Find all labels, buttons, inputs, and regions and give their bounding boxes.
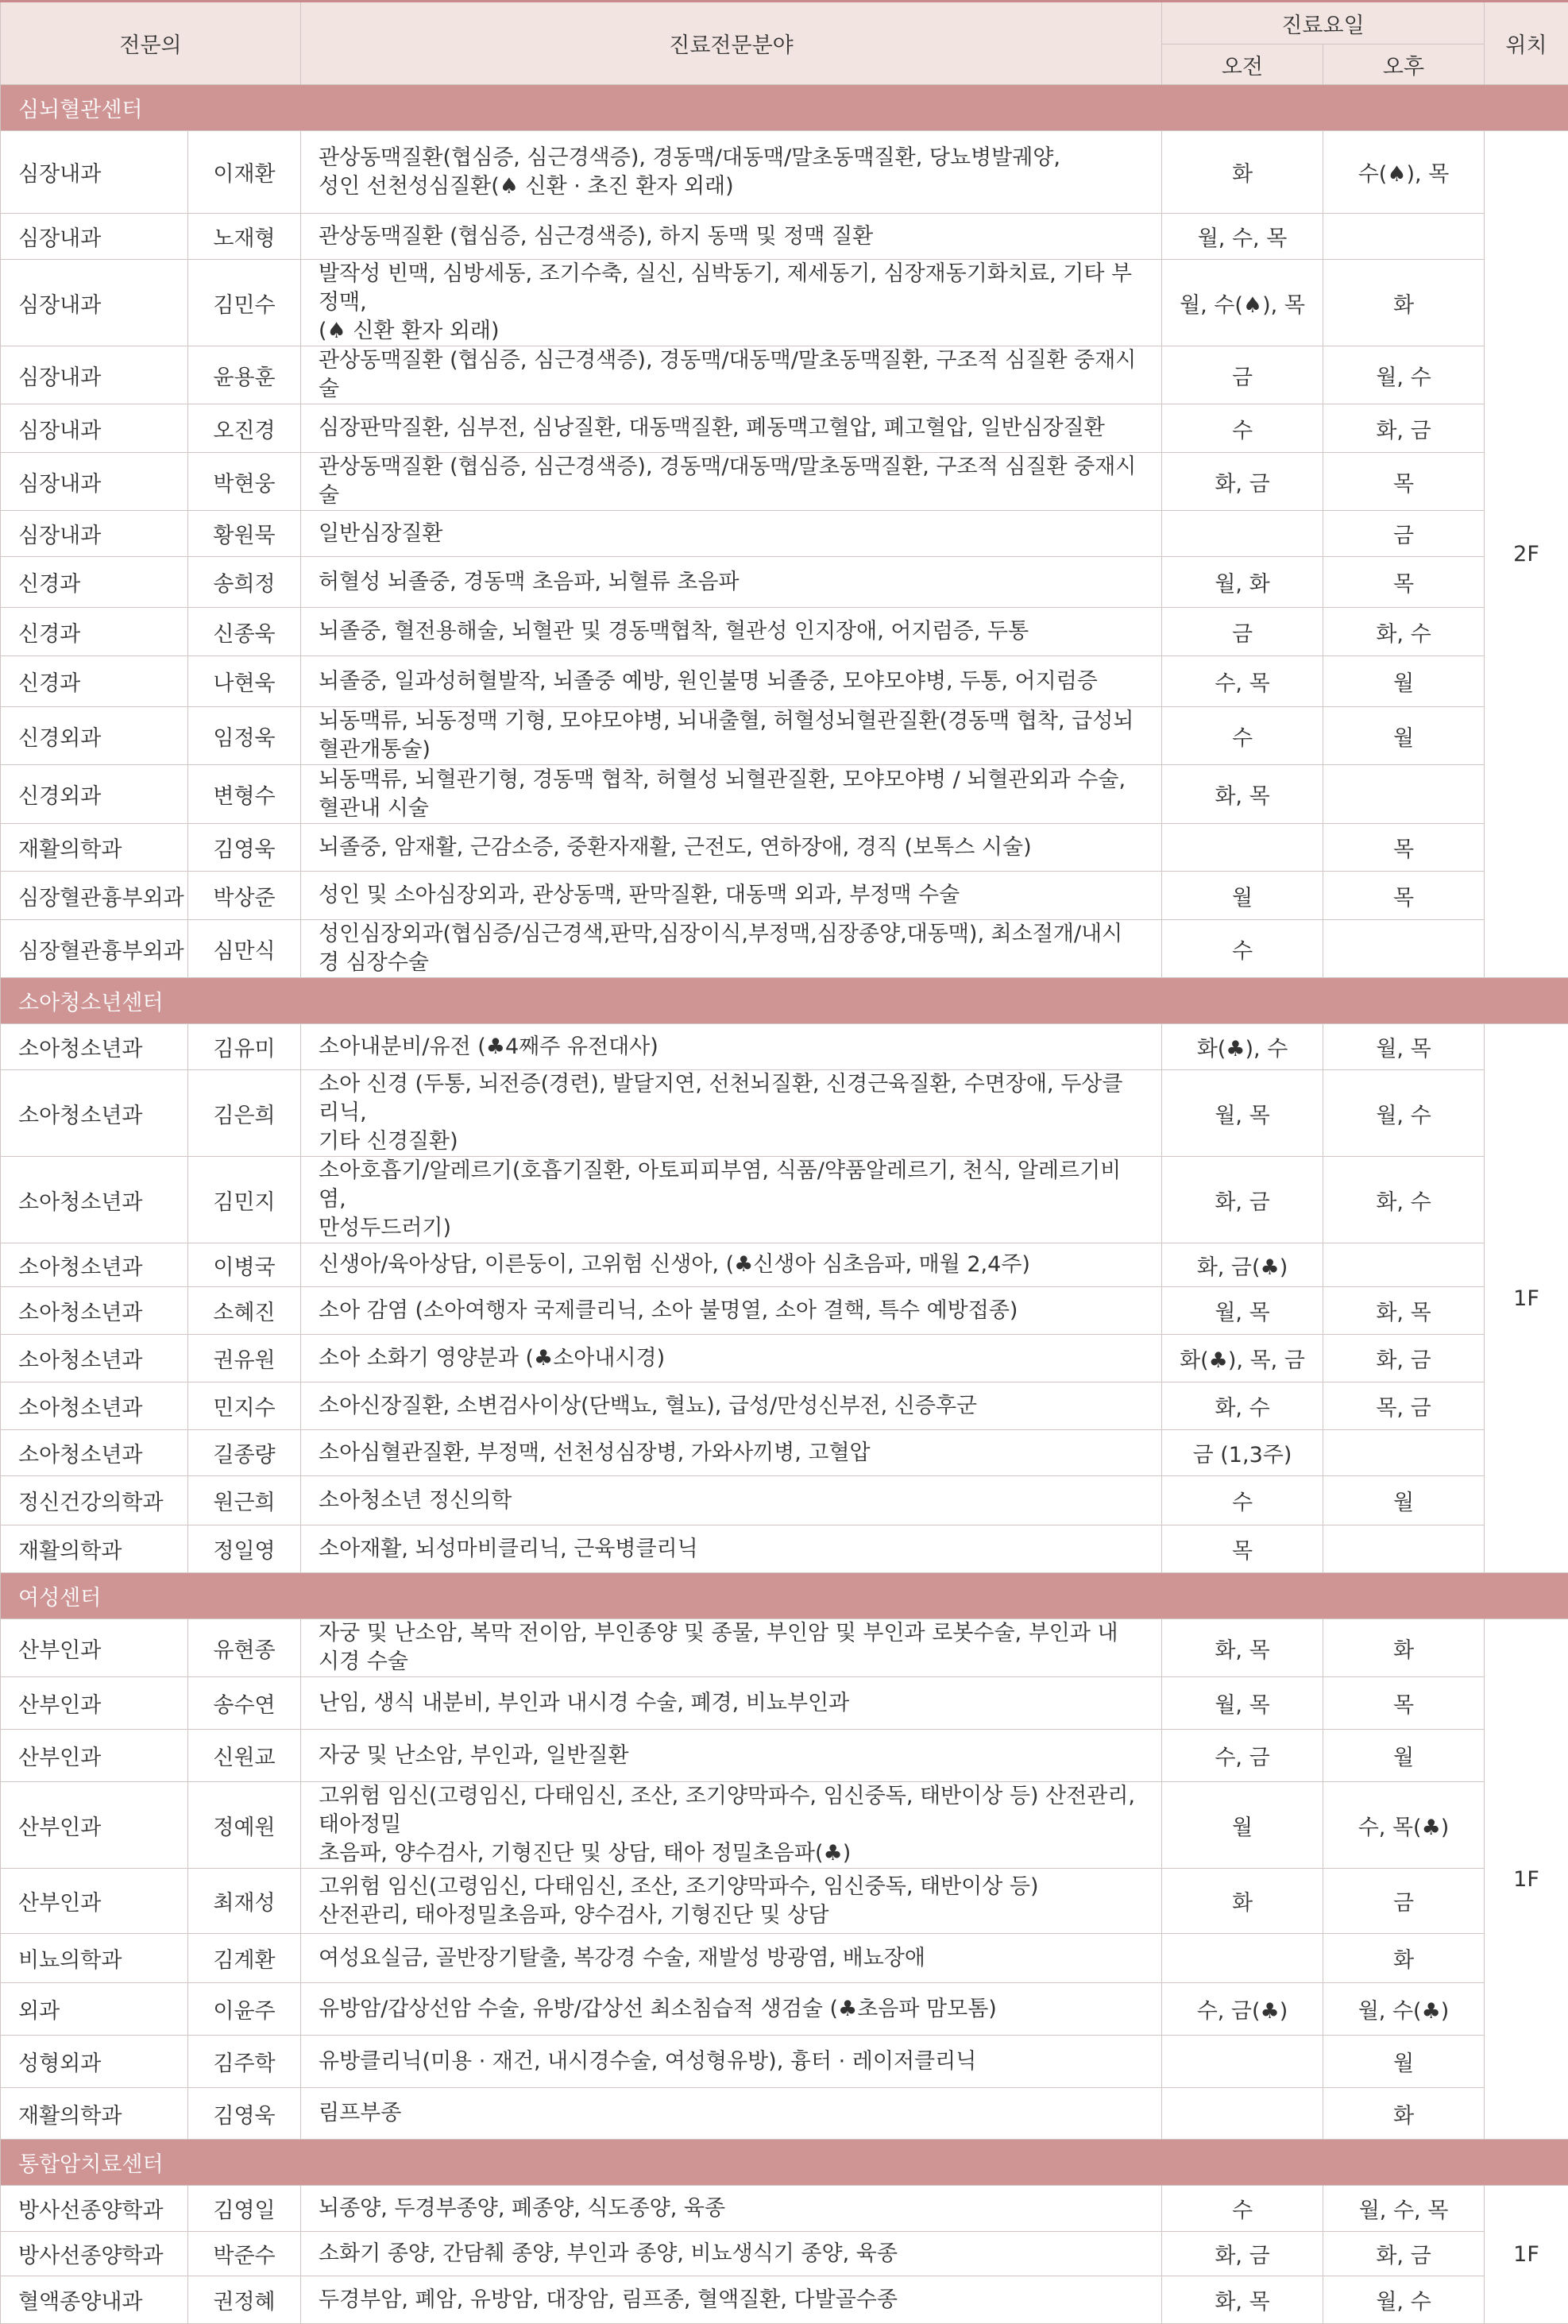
department-cell: 재활의학과 <box>1 824 188 872</box>
table-row <box>1 765 1568 824</box>
doctor-name-cell: 김영욱 <box>188 824 301 872</box>
table-row <box>1 1934 1568 1983</box>
specialty-line: 소아재활, 뇌성마비클리닉, 근육병클리닉 <box>319 1535 1137 1564</box>
department-cell: 재활의학과 <box>1 1525 188 1573</box>
schedule-body <box>1 85 1568 2324</box>
doctor-name-cell: 정예원 <box>188 1782 301 1869</box>
specialty-line: 심장판막질환, 심부전, 심낭질환, 대동맥질환, 폐동맥고혈압, 폐고혈압, 일반심장질환 <box>319 414 1137 443</box>
afternoon-days-cell: 월, 목 <box>1323 1024 1485 1070</box>
section-header-row <box>1 2140 1568 2186</box>
doctor-name-cell: 나현욱 <box>188 656 301 707</box>
specialty-line: 뇌동맥류, 뇌혈관기형, 경동맥 협착, 허혈성 뇌혈관질환, 모야모야병 / 뇌혈관외과 수술, 혈관내 시술 <box>319 766 1137 823</box>
specialty-cell <box>301 1677 1162 1730</box>
specialty-line: 뇌종양, 두경부종양, 폐종양, 식도종양, 육종 <box>319 2194 1137 2223</box>
specialty-cell <box>301 453 1162 511</box>
morning-days-cell <box>1162 2036 1323 2088</box>
specialty-line: 소아호흡기/알레르기(호흡기질환, 아토피피부염, 식품/약품알레르기, 천식, 알레르기비염, <box>319 1157 1137 1214</box>
department-cell: 소아청소년과 <box>1 1430 188 1476</box>
table-row <box>1 1782 1568 1869</box>
doctor-name-cell: 윤용훈 <box>188 346 301 404</box>
morning-days-cell: 금 <box>1162 346 1323 404</box>
doctor-name-cell: 권유원 <box>188 1335 301 1382</box>
specialty-cell <box>301 260 1162 346</box>
table-row <box>1 608 1568 656</box>
doctor-name-cell: 정일영 <box>188 1525 301 1573</box>
department-cell: 신경외과 <box>1 765 188 824</box>
header-days: 진료요일 <box>1162 2 1485 44</box>
afternoon-days-cell: 월, 수 <box>1323 2276 1485 2324</box>
doctor-name-cell: 김주학 <box>188 2036 301 2088</box>
table-row <box>1 1983 1568 2036</box>
doctor-name-cell: 오진경 <box>188 404 301 453</box>
specialty-cell <box>301 131 1162 214</box>
morning-days-cell: 월 <box>1162 872 1323 920</box>
department-cell: 산부인과 <box>1 1869 188 1934</box>
specialty-line: 고위험 임신(고령임신, 다태임신, 조산, 조기양막파수, 임신중독, 태반이상 등) <box>319 1873 1137 1901</box>
section-header-row <box>1 1573 1568 1619</box>
afternoon-days-cell <box>1323 1243 1485 1287</box>
morning-days-cell: 화, 금 <box>1162 453 1323 511</box>
afternoon-days-cell: 화, 금 <box>1323 1335 1485 1382</box>
specialty-line: 여성요실금, 골반장기탈출, 복강경 수술, 재발성 방광염, 배뇨장애 <box>319 1944 1137 1973</box>
department-cell: 심장내과 <box>1 131 188 214</box>
table-row <box>1 214 1568 260</box>
specialty-line: 소아신장질환, 소변검사이상(단백뇨, 혈뇨), 급성/만성신부전, 신증후군 <box>319 1392 1137 1421</box>
department-cell: 산부인과 <box>1 1677 188 1730</box>
doctor-name-cell: 소혜진 <box>188 1287 301 1335</box>
specialty-cell <box>301 1983 1162 2036</box>
doctor-name-cell: 권정혜 <box>188 2276 301 2324</box>
table-row <box>1 1476 1568 1525</box>
specialty-line: 관상동맥질환 (협심증, 심근경색증), 경동맥/대동맥/말초동맥질환, 구조적 심질환 중재시술 <box>319 453 1137 510</box>
specialty-cell <box>301 557 1162 608</box>
afternoon-days-cell: 화, 금 <box>1323 404 1485 453</box>
location-cell: 2F <box>1485 131 1568 978</box>
morning-days-cell: 월, 목 <box>1162 1070 1323 1157</box>
specialty-line: 산전관리, 태아정밀초음파, 양수검사, 기형진단 및 상담 <box>319 1901 1137 1930</box>
specialty-line: 일반심장질환 <box>319 520 1137 548</box>
specialty-cell <box>301 1070 1162 1157</box>
morning-days-cell: 수 <box>1162 707 1323 765</box>
table-row <box>1 1335 1568 1382</box>
specialty-line: 신생아/육아상담, 이른둥이, 고위험 신생아, (♣신생아 심초음파, 매월 2,4주) <box>319 1251 1137 1279</box>
section-title: 통합암치료센터 <box>1 2140 1568 2186</box>
afternoon-days-cell: 화 <box>1323 1619 1485 1677</box>
afternoon-days-cell: 화, 목 <box>1323 1287 1485 1335</box>
morning-days-cell: 화, 목 <box>1162 765 1323 824</box>
table-row <box>1 346 1568 404</box>
morning-days-cell: 금 (1,3주) <box>1162 1430 1323 1476</box>
department-cell: 신경과 <box>1 557 188 608</box>
header-specialist: 전문의 <box>1 2 301 85</box>
section-title: 여성센터 <box>1 1573 1568 1619</box>
specialty-line: 뇌졸중, 혈전용해술, 뇌혈관 및 경동맥협착, 혈관성 인지장애, 어지럼증, 두통 <box>319 617 1137 646</box>
department-cell: 심장내과 <box>1 214 188 260</box>
afternoon-days-cell: 월, 수(♣) <box>1323 1983 1485 2036</box>
department-cell: 외과 <box>1 1983 188 2036</box>
specialty-line: 성인심장외과(협심증/심근경색,판막,심장이식,부정맥,심장종양,대동맥), 최소절개/내시경 심장수술 <box>319 920 1137 977</box>
morning-days-cell: 월 <box>1162 1782 1323 1869</box>
table-row <box>1 1430 1568 1476</box>
afternoon-days-cell: 목 <box>1323 824 1485 872</box>
morning-days-cell: 화, 금 <box>1162 2232 1323 2276</box>
specialty-cell <box>301 346 1162 404</box>
doctor-name-cell: 박현웅 <box>188 453 301 511</box>
afternoon-days-cell: 목 <box>1323 557 1485 608</box>
doctor-name-cell: 송희정 <box>188 557 301 608</box>
afternoon-days-cell: 금 <box>1323 1869 1485 1934</box>
doctor-name-cell: 노재형 <box>188 214 301 260</box>
table-row <box>1 707 1568 765</box>
table-row <box>1 557 1568 608</box>
section-title: 심뇌혈관센터 <box>1 85 1568 131</box>
specialty-cell <box>301 872 1162 920</box>
specialty-cell <box>301 1730 1162 1782</box>
specialty-line: 자궁 및 난소암, 복막 전이암, 부인종양 및 종물, 부인암 및 부인과 로봇수술, 부인과 내시경 수술 <box>319 1619 1137 1676</box>
department-cell: 심장내과 <box>1 511 188 557</box>
table-row <box>1 404 1568 453</box>
specialty-line: 난임, 생식 내분비, 부인과 내시경 수술, 폐경, 비뇨부인과 <box>319 1689 1137 1718</box>
table-row <box>1 453 1568 511</box>
table-row <box>1 1525 1568 1573</box>
specialty-line: 소아 소화기 영양분과 (♣소아내시경) <box>319 1344 1137 1373</box>
specialty-line: 관상동맥질환(협심증, 심근경색증), 경동맥/대동맥/말초동맥질환, 당뇨병발궤양, <box>319 144 1137 172</box>
table-row <box>1 1730 1568 1782</box>
morning-days-cell: 월, 목 <box>1162 1677 1323 1730</box>
specialty-line: 만성두드러기) <box>319 1214 1137 1243</box>
department-cell: 심장내과 <box>1 346 188 404</box>
department-cell: 소아청소년과 <box>1 1157 188 1243</box>
afternoon-days-cell: 수, 목(♣) <box>1323 1782 1485 1869</box>
table-row <box>1 1677 1568 1730</box>
specialty-cell <box>301 2036 1162 2088</box>
section-header-row <box>1 85 1568 131</box>
doctor-name-cell: 원근희 <box>188 1476 301 1525</box>
afternoon-days-cell: 화 <box>1323 1934 1485 1983</box>
specialty-cell <box>301 920 1162 978</box>
morning-days-cell <box>1162 824 1323 872</box>
doctor-name-cell: 박상준 <box>188 872 301 920</box>
afternoon-days-cell: 월, 수 <box>1323 1070 1485 1157</box>
department-cell: 심장혈관흉부외과 <box>1 872 188 920</box>
department-cell: 산부인과 <box>1 1782 188 1869</box>
morning-days-cell <box>1162 2088 1323 2140</box>
table-row <box>1 2232 1568 2276</box>
doctor-name-cell: 길종량 <box>188 1430 301 1476</box>
doctor-name-cell: 신원교 <box>188 1730 301 1782</box>
department-cell: 심장내과 <box>1 404 188 453</box>
doctor-name-cell: 박준수 <box>188 2232 301 2276</box>
morning-days-cell: 화, 금 <box>1162 1157 1323 1243</box>
specialty-line: 뇌동맥류, 뇌동정맥 기형, 모야모야병, 뇌내출혈, 허혈성뇌혈관질환(경동맥 협착, 급성뇌혈관개통술) <box>319 707 1137 764</box>
afternoon-days-cell: 화, 수 <box>1323 608 1485 656</box>
specialty-line: 발작성 빈맥, 심방세동, 조기수축, 실신, 심박동기, 제세동기, 심장재동기화치료, 기타 부정맥, <box>319 260 1137 317</box>
specialty-line: 초음파, 양수검사, 기형진단 및 상담, 태아 정밀초음파(♣) <box>319 1839 1137 1868</box>
table-row <box>1 1024 1568 1070</box>
morning-days-cell: 화, 목 <box>1162 2276 1323 2324</box>
morning-days-cell: 화(♣), 목, 금 <box>1162 1335 1323 1382</box>
specialty-line: 허혈성 뇌졸중, 경동맥 초음파, 뇌혈류 초음파 <box>319 568 1137 597</box>
doctor-name-cell: 최재성 <box>188 1869 301 1934</box>
doctor-name-cell: 김은희 <box>188 1070 301 1157</box>
specialty-line: 성인 선천성심질환(♠ 신환 · 초진 환자 외래) <box>319 172 1137 201</box>
department-cell: 방사선종양학과 <box>1 2186 188 2232</box>
specialty-line: 소아청소년 정신의학 <box>319 1487 1137 1515</box>
specialty-line: 소아 신경 (두통, 뇌전증(경련), 발달지연, 선천뇌질환, 신경근육질환, 수면장애, 두상클리닉, <box>319 1070 1137 1127</box>
section-title: 소아청소년센터 <box>1 978 1568 1024</box>
specialty-line: 관상동맥질환 (협심증, 심근경색증), 하지 동맥 및 정맥 질환 <box>319 222 1137 251</box>
morning-days-cell: 수 <box>1162 1476 1323 1525</box>
specialty-line: 소아 감염 (소아여행자 국제클리닉, 소아 불명열, 소아 결핵, 특수 예방접종) <box>319 1297 1137 1325</box>
specialty-cell <box>301 2232 1162 2276</box>
afternoon-days-cell: 화 <box>1323 260 1485 346</box>
department-cell: 심장내과 <box>1 453 188 511</box>
morning-days-cell: 수 <box>1162 404 1323 453</box>
doctor-name-cell: 김영욱 <box>188 2088 301 2140</box>
department-cell: 재활의학과 <box>1 2088 188 2140</box>
morning-days-cell: 화 <box>1162 131 1323 214</box>
afternoon-days-cell: 금 <box>1323 511 1485 557</box>
department-cell: 신경과 <box>1 656 188 707</box>
morning-days-cell: 목 <box>1162 1525 1323 1573</box>
specialty-cell <box>301 1287 1162 1335</box>
table-row <box>1 872 1568 920</box>
specialty-line: 뇌졸중, 암재활, 근감소증, 중환자재활, 근전도, 연하장애, 경직 (보톡스 시술) <box>319 833 1137 862</box>
afternoon-days-cell: 화, 수 <box>1323 1157 1485 1243</box>
specialty-cell <box>301 2186 1162 2232</box>
specialty-cell <box>301 1243 1162 1287</box>
specialty-cell <box>301 1869 1162 1934</box>
table-row <box>1 1070 1568 1157</box>
specialty-cell <box>301 608 1162 656</box>
department-cell: 소아청소년과 <box>1 1382 188 1430</box>
afternoon-days-cell <box>1323 765 1485 824</box>
location-cell: 1F <box>1485 2186 1568 2324</box>
morning-days-cell: 월, 수, 목 <box>1162 214 1323 260</box>
specialty-cell <box>301 1525 1162 1573</box>
header-am: 오전 <box>1162 44 1323 85</box>
department-cell: 소아청소년과 <box>1 1070 188 1157</box>
table-row <box>1 1619 1568 1677</box>
header-field: 진료전문분야 <box>301 2 1162 85</box>
specialty-line: 소화기 종양, 간담췌 종양, 부인과 종양, 비뇨생식기 종양, 육종 <box>319 2240 1137 2268</box>
morning-days-cell: 수 <box>1162 920 1323 978</box>
morning-days-cell: 화 <box>1162 1869 1323 1934</box>
doctor-name-cell: 변형수 <box>188 765 301 824</box>
specialty-line: 유방암/갑상선암 수술, 유방/갑상선 최소침습적 생검술 (♣초음파 맘모톰) <box>319 1995 1137 2024</box>
specialty-cell <box>301 404 1162 453</box>
doctor-name-cell: 이병국 <box>188 1243 301 1287</box>
doctor-name-cell: 이윤주 <box>188 1983 301 2036</box>
specialty-line: 뇌졸중, 일과성허혈발작, 뇌졸중 예방, 원인불명 뇌졸중, 모야모야병, 두통, 어지럼증 <box>319 667 1137 696</box>
doctor-name-cell: 임정욱 <box>188 707 301 765</box>
morning-days-cell: 화, 목 <box>1162 1619 1323 1677</box>
specialty-line: (♠ 신환 환자 외래) <box>319 317 1137 346</box>
morning-days-cell: 화, 금(♣) <box>1162 1243 1323 1287</box>
afternoon-days-cell: 화 <box>1323 2088 1485 2140</box>
doctor-name-cell: 김유미 <box>188 1024 301 1070</box>
specialty-line: 고위험 임신(고령임신, 다태임신, 조산, 조기양막파수, 임신중독, 태반이상 등) 산전관리, 태아정밀 <box>319 1782 1137 1839</box>
specialty-cell <box>301 1157 1162 1243</box>
department-cell: 성형외과 <box>1 2036 188 2088</box>
specialty-cell <box>301 1782 1162 1869</box>
afternoon-days-cell: 월 <box>1323 2036 1485 2088</box>
doctor-name-cell: 민지수 <box>188 1382 301 1430</box>
specialty-cell <box>301 1430 1162 1476</box>
morning-days-cell: 화(♣), 수 <box>1162 1024 1323 1070</box>
morning-days-cell: 월, 수(♠), 목 <box>1162 260 1323 346</box>
afternoon-days-cell <box>1323 1525 1485 1573</box>
table-row <box>1 131 1568 214</box>
department-cell: 산부인과 <box>1 1730 188 1782</box>
specialty-cell <box>301 824 1162 872</box>
location-cell: 1F <box>1485 1024 1568 1573</box>
table-row <box>1 1287 1568 1335</box>
table-row <box>1 1157 1568 1243</box>
department-cell: 산부인과 <box>1 1619 188 1677</box>
afternoon-days-cell: 목, 금 <box>1323 1382 1485 1430</box>
table-row <box>1 511 1568 557</box>
morning-days-cell: 월, 목 <box>1162 1287 1323 1335</box>
doctor-name-cell: 김계환 <box>188 1934 301 1983</box>
table-row <box>1 2036 1568 2088</box>
specialty-line: 두경부암, 폐암, 유방암, 대장암, 림프종, 혈액질환, 다발골수종 <box>319 2286 1137 2314</box>
table-row <box>1 824 1568 872</box>
header-pm: 오후 <box>1323 44 1485 85</box>
department-cell: 심장혈관흉부외과 <box>1 920 188 978</box>
doctor-name-cell: 김민수 <box>188 260 301 346</box>
department-cell: 심장내과 <box>1 260 188 346</box>
morning-days-cell <box>1162 511 1323 557</box>
afternoon-days-cell: 화, 금 <box>1323 2232 1485 2276</box>
afternoon-days-cell <box>1323 920 1485 978</box>
specialty-line: 림프부종 <box>319 2099 1137 2128</box>
specialty-line: 성인 및 소아심장외과, 관상동맥, 판막질환, 대동맥 외과, 부정맥 수술 <box>319 881 1137 910</box>
table-row <box>1 1869 1568 1934</box>
doctor-name-cell: 유현종 <box>188 1619 301 1677</box>
doctor-name-cell: 김민지 <box>188 1157 301 1243</box>
morning-days-cell: 금 <box>1162 608 1323 656</box>
specialty-cell <box>301 1934 1162 1983</box>
table-row <box>1 2186 1568 2232</box>
specialty-cell <box>301 1619 1162 1677</box>
location-cell: 1F <box>1485 1619 1568 2140</box>
table-row <box>1 2088 1568 2140</box>
table-row <box>1 260 1568 346</box>
specialty-line: 유방클리닉(미용 · 재건, 내시경수술, 여성형유방), 흉터 · 레이저클리닉 <box>319 2048 1137 2076</box>
doctor-name-cell: 심만식 <box>188 920 301 978</box>
afternoon-days-cell: 월, 수, 목 <box>1323 2186 1485 2232</box>
specialty-line: 소아심혈관질환, 부정맥, 선천성심장병, 가와사끼병, 고혈압 <box>319 1439 1137 1467</box>
specialty-line: 자궁 및 난소암, 부인과, 일반질환 <box>319 1742 1137 1770</box>
morning-days-cell: 수, 금 <box>1162 1730 1323 1782</box>
table-row <box>1 1243 1568 1287</box>
morning-days-cell: 수, 목 <box>1162 656 1323 707</box>
morning-days-cell: 월, 화 <box>1162 557 1323 608</box>
department-cell: 정신건강의학과 <box>1 1476 188 1525</box>
specialty-cell <box>301 511 1162 557</box>
doctor-name-cell: 신종욱 <box>188 608 301 656</box>
specialty-cell <box>301 1024 1162 1070</box>
department-cell: 신경과 <box>1 608 188 656</box>
specialty-line: 관상동맥질환 (협심증, 심근경색증), 경동맥/대동맥/말초동맥질환, 구조적 심질환 중재시술 <box>319 346 1137 404</box>
department-cell: 방사선종양학과 <box>1 2232 188 2276</box>
morning-days-cell: 수 <box>1162 2186 1323 2232</box>
doctor-name-cell: 이재환 <box>188 131 301 214</box>
afternoon-days-cell: 목 <box>1323 1677 1485 1730</box>
header-location: 위치 <box>1485 2 1568 85</box>
specialty-cell <box>301 1335 1162 1382</box>
department-cell: 신경외과 <box>1 707 188 765</box>
afternoon-days-cell: 수(♠), 목 <box>1323 131 1485 214</box>
department-cell: 소아청소년과 <box>1 1287 188 1335</box>
afternoon-days-cell: 월 <box>1323 1730 1485 1782</box>
afternoon-days-cell: 목 <box>1323 872 1485 920</box>
specialty-cell <box>301 707 1162 765</box>
morning-days-cell <box>1162 1934 1323 1983</box>
morning-days-cell: 수, 금(♣) <box>1162 1983 1323 2036</box>
table-row <box>1 1382 1568 1430</box>
specialty-line: 기타 신경질환) <box>319 1127 1137 1156</box>
afternoon-days-cell: 월 <box>1323 1476 1485 1525</box>
afternoon-days-cell <box>1323 1430 1485 1476</box>
specialty-cell <box>301 1476 1162 1525</box>
specialty-line: 소아내분비/유전 (♣4째주 유전대사) <box>319 1033 1137 1061</box>
afternoon-days-cell: 월 <box>1323 656 1485 707</box>
afternoon-days-cell: 월 <box>1323 707 1485 765</box>
doctor-name-cell: 김영일 <box>188 2186 301 2232</box>
department-cell: 비뇨의학과 <box>1 1934 188 1983</box>
department-cell: 소아청소년과 <box>1 1335 188 1382</box>
department-cell: 소아청소년과 <box>1 1243 188 1287</box>
specialty-cell <box>301 1382 1162 1430</box>
doctor-name-cell: 황원묵 <box>188 511 301 557</box>
table-row <box>1 920 1568 978</box>
morning-days-cell: 화, 수 <box>1162 1382 1323 1430</box>
specialty-cell <box>301 2088 1162 2140</box>
afternoon-days-cell: 월, 수 <box>1323 346 1485 404</box>
specialty-cell <box>301 656 1162 707</box>
department-cell: 혈액종양내과 <box>1 2276 188 2324</box>
afternoon-days-cell <box>1323 214 1485 260</box>
doctor-name-cell: 송수연 <box>188 1677 301 1730</box>
table-row <box>1 656 1568 707</box>
section-header-row <box>1 978 1568 1024</box>
specialty-cell <box>301 765 1162 824</box>
specialty-cell <box>301 214 1162 260</box>
department-cell: 소아청소년과 <box>1 1024 188 1070</box>
afternoon-days-cell: 목 <box>1323 453 1485 511</box>
